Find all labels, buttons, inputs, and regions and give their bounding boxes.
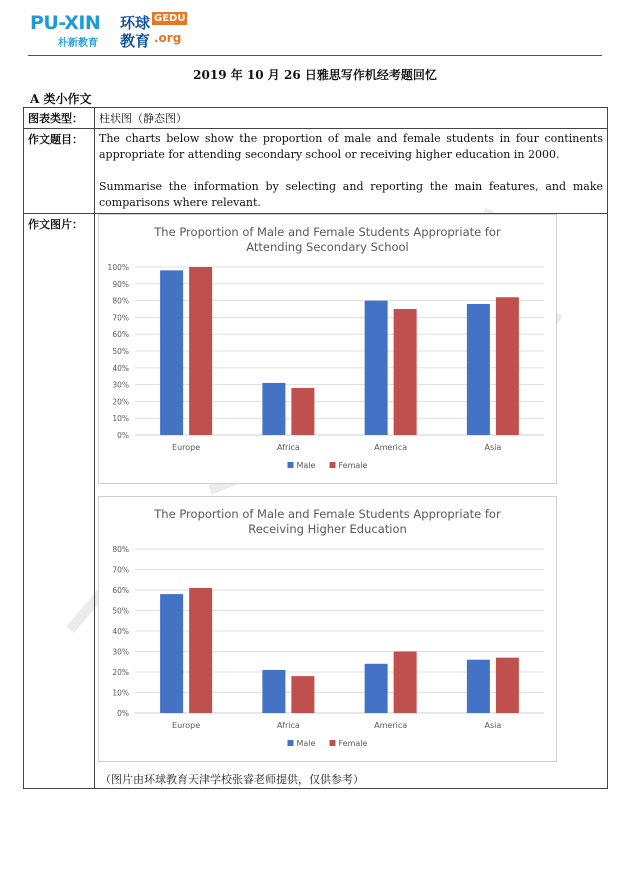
bar-female-europe: [189, 267, 212, 435]
gedu-logo-cn-bottom: 教育: [120, 32, 151, 50]
bar-female-america: [394, 309, 417, 435]
bar-male-africa: [262, 383, 285, 435]
y-tick-label: 0%: [117, 431, 129, 440]
y-tick-label: 70%: [112, 313, 129, 323]
legend-label-female: Female: [338, 461, 368, 470]
gedu-logo-cn-top: 环球: [120, 14, 151, 32]
legend-swatch-male: [288, 740, 294, 746]
x-tick-label: Europe: [172, 443, 201, 452]
legend-swatch-female: [330, 740, 336, 746]
y-tick-label: 50%: [112, 606, 129, 616]
y-tick-label: 10%: [112, 414, 129, 424]
section-label: A 类小作文: [30, 92, 92, 106]
gedu-logo-en-bottom: .org: [154, 31, 182, 45]
gedu-logo-en-top: GEDU: [154, 13, 186, 24]
bar-female-africa: [291, 388, 314, 435]
x-tick-label: Asia: [484, 721, 502, 730]
y-tick-label: 40%: [112, 363, 129, 373]
chart-higher-education: [98, 496, 557, 762]
chart-type-label: 图表类型：: [24, 108, 95, 129]
y-tick-label: 90%: [112, 279, 129, 289]
bar-male-asia: [467, 660, 490, 713]
x-tick-label: Asia: [484, 443, 502, 452]
legend-swatch-male: [288, 462, 294, 468]
legend-label-male: Male: [296, 461, 316, 470]
puxin-logo: [30, 10, 120, 50]
chart-title-line-2: Receiving Higher Education: [248, 522, 407, 536]
puxin-logo-subtext: 朴新教育: [58, 38, 98, 49]
image-credit-note: （图片由环球教育天津学校张睿老师提供，仅供参考）: [100, 773, 364, 786]
x-tick-label: America: [374, 443, 408, 452]
chart-type-value: 柱状图（静态图）: [95, 108, 608, 129]
image-label: 作文图片：: [24, 214, 95, 789]
bar-male-america: [365, 301, 388, 435]
gedu-logo: [120, 10, 220, 50]
legend-label-female: Female: [338, 739, 368, 748]
legend-swatch-female: [330, 462, 336, 468]
table-row: [24, 108, 608, 129]
prompt-cell: [95, 129, 608, 214]
bar-female-asia: [496, 297, 519, 435]
y-tick-label: 0%: [117, 709, 129, 718]
x-tick-label: Africa: [276, 721, 300, 730]
y-tick-label: 10%: [112, 688, 129, 698]
bar-male-europe: [160, 594, 183, 713]
y-tick-label: 80%: [112, 545, 129, 554]
chart-higher-svg: [99, 497, 556, 761]
bar-female-america: [394, 652, 417, 714]
chart-title-line-2: Attending Secondary School: [246, 240, 409, 254]
chart-title-line-1: The Proportion of Male and Female Students Appropriate for: [154, 225, 501, 239]
y-tick-label: 100%: [107, 263, 129, 272]
y-tick-label: 20%: [112, 668, 129, 677]
header-divider: [28, 55, 602, 56]
bar-female-europe: [189, 588, 212, 713]
prompt-paragraph-2: Summarise the information by selecting and reporting the main features, and make comparisons where relevant.: [99, 180, 603, 209]
y-tick-label: 50%: [112, 347, 129, 356]
table-row: [24, 129, 608, 214]
y-tick-label: 60%: [112, 586, 129, 595]
chart-secondary-school: [98, 214, 557, 484]
bar-male-america: [365, 664, 388, 713]
legend-label-male: Male: [296, 739, 316, 748]
page-header: [28, 8, 602, 56]
bar-female-asia: [496, 658, 519, 713]
chart-secondary-svg: [99, 215, 556, 483]
chart-title-line-1: The Proportion of Male and Female Students Appropriate for: [154, 507, 501, 521]
x-tick-label: America: [374, 721, 408, 730]
bar-male-asia: [467, 304, 490, 435]
y-tick-label: 20%: [112, 397, 129, 407]
y-tick-label: 70%: [112, 565, 129, 575]
y-tick-label: 80%: [112, 296, 129, 306]
document-title: 2019 年 10 月 26 日雅思写作机经考题回忆: [193, 68, 437, 82]
y-tick-label: 60%: [112, 330, 129, 340]
y-tick-label: 30%: [112, 380, 129, 390]
x-tick-label: Europe: [172, 721, 201, 730]
bar-male-africa: [262, 670, 285, 713]
bar-female-africa: [291, 676, 314, 713]
puxin-logo-text: PU-XIN: [30, 12, 101, 34]
prompt-label: 作文题目：: [24, 129, 95, 214]
y-tick-label: 40%: [112, 627, 129, 636]
x-tick-label: Africa: [276, 443, 300, 452]
prompt-paragraph-1: The charts below show the proportion of male and female students in four continents appropriate for attending secondary school or receiving higher education in 2000.: [99, 132, 603, 161]
bar-male-europe: [160, 270, 183, 435]
y-tick-label: 30%: [112, 647, 129, 657]
